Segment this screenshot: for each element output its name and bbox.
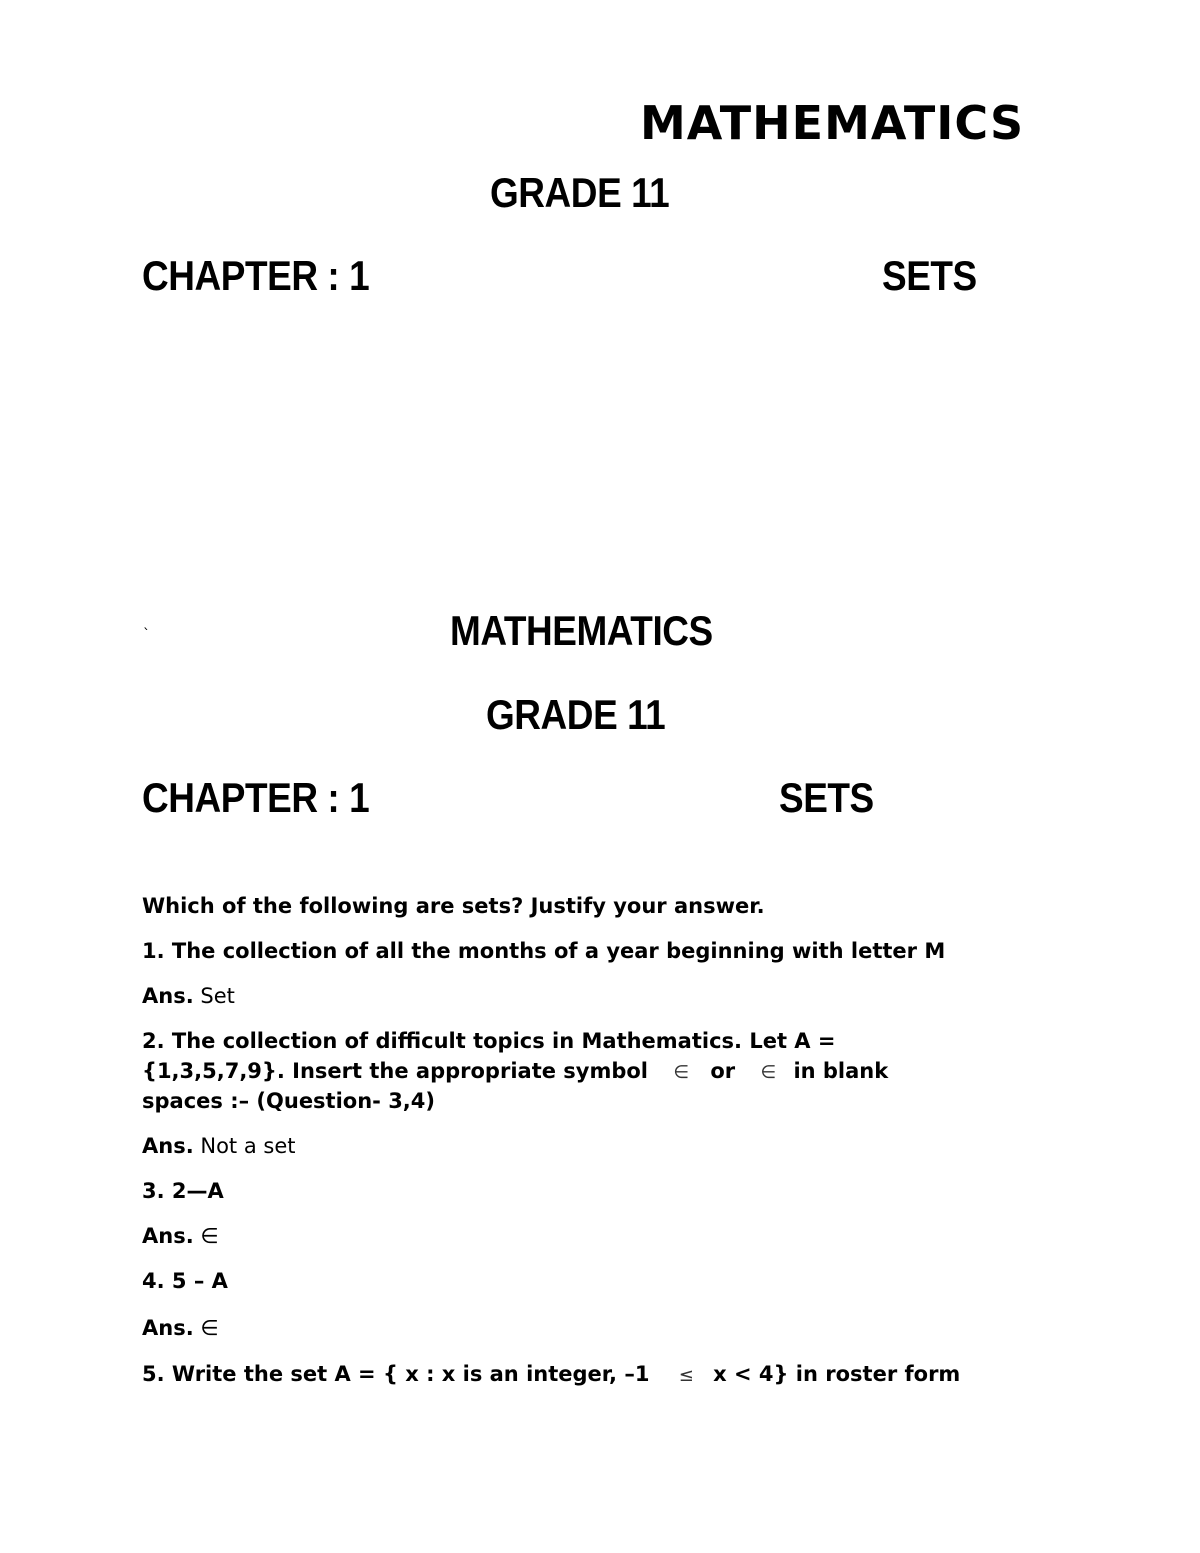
cover-grade: GRADE 11	[490, 169, 670, 216]
cover-chapter: CHAPTER : 1	[142, 252, 370, 299]
question-2-line-2	[142, 1056, 888, 1088]
grade-heading: GRADE 11	[486, 691, 666, 738]
element-of-icon: ∈	[673, 1062, 690, 1083]
question-4: 4. 5 – A	[142, 1269, 228, 1293]
question-2-text: {1,3,5,7,9}. Insert the appropriate symbol	[142, 1059, 649, 1083]
answer-label: Ans.	[142, 1224, 194, 1248]
element-of-icon: ∈	[193, 1316, 219, 1340]
intro-question: Which of the following are sets? Justify your answer.	[142, 894, 765, 918]
answer-value: Set	[193, 984, 235, 1008]
answer-label: Ans.	[142, 984, 194, 1008]
answer-2	[142, 1131, 295, 1161]
answer-label: Ans.	[142, 1316, 194, 1340]
answer-1	[142, 981, 235, 1011]
question-5-text: 5. Write the set A = { x : x is an integer, –1	[142, 1362, 650, 1386]
question-2-tail: in blank	[793, 1059, 889, 1083]
question-3: 3. 2—A	[142, 1179, 224, 1203]
question-2-line-1: 2. The collection of difficult topics in Mathematics. Let A =	[142, 1029, 836, 1053]
page-title: MATHEMATICS	[450, 607, 713, 654]
question-2-line-3: spaces :– (Question- 3,4)	[142, 1089, 435, 1113]
answer-3	[142, 1221, 219, 1251]
question-1: 1. The collection of all the months of a year beginning with letter M	[142, 939, 946, 963]
question-5	[142, 1359, 960, 1391]
answer-label: Ans.	[142, 1134, 194, 1158]
or-text: or	[710, 1059, 736, 1083]
cover-topic: SETS	[882, 252, 977, 299]
cover-title: MATHEMATICS	[640, 96, 1025, 150]
stray-mark: `	[143, 627, 150, 643]
answer-value: Not a set	[193, 1134, 296, 1158]
element-of-icon: ∈	[193, 1224, 219, 1248]
topic-heading: SETS	[779, 774, 874, 821]
not-element-of-icon: ∈	[760, 1062, 777, 1083]
chapter-heading: CHAPTER : 1	[142, 774, 370, 821]
question-5-tail: x < 4} in roster form	[713, 1362, 961, 1386]
answer-4	[142, 1313, 219, 1343]
less-than-or-equal-icon: ≤	[678, 1365, 694, 1386]
